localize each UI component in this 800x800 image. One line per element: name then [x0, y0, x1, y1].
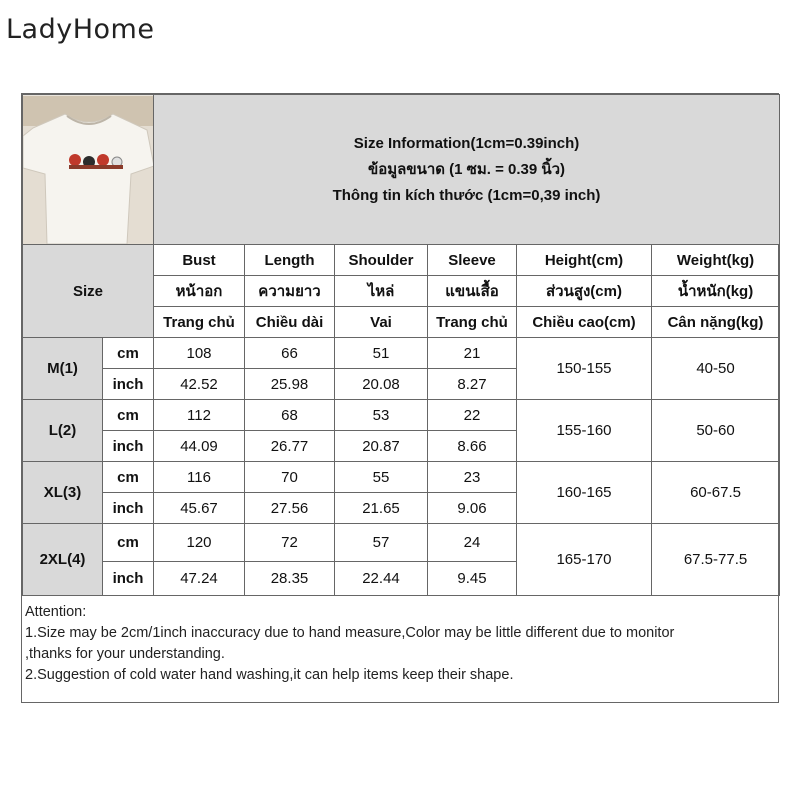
cell: 44.09 [154, 431, 245, 462]
column-header-row-en [23, 245, 780, 276]
size-name: L(2) [23, 400, 103, 462]
cell: 45.67 [154, 493, 245, 524]
table-row [23, 462, 780, 493]
cell: 68 [245, 400, 335, 431]
size-table [22, 94, 780, 596]
col-length-vi: Chiều dài [245, 307, 335, 338]
table-row [23, 338, 780, 369]
cell: 112 [154, 400, 245, 431]
weight-range: 40-50 [652, 338, 780, 400]
col-bust-th: หน้าอก [154, 276, 245, 307]
cell: 9.45 [428, 562, 517, 596]
size-name: 2XL(4) [23, 524, 103, 596]
cell: 23 [428, 462, 517, 493]
size-chart-sheet [21, 93, 779, 703]
tshirt-icon [23, 96, 154, 244]
cell: 108 [154, 338, 245, 369]
col-weight-th: น้ำหนัก(kg) [652, 276, 780, 307]
cell: 66 [245, 338, 335, 369]
weight-range: 50-60 [652, 400, 780, 462]
unit-label: cm [103, 400, 154, 431]
cell: 8.66 [428, 431, 517, 462]
info-row [23, 95, 780, 245]
cell: 27.56 [245, 493, 335, 524]
product-photo [23, 95, 154, 245]
cell: 42.52 [154, 369, 245, 400]
size-name: XL(3) [23, 462, 103, 524]
height-range: 165-170 [517, 524, 652, 596]
size-name: M(1) [23, 338, 103, 400]
brand-logo-text: LadyHome [6, 14, 155, 45]
cell: 20.87 [335, 431, 428, 462]
cell: 25.98 [245, 369, 335, 400]
unit-label: cm [103, 462, 154, 493]
col-weight-en: Weight(kg) [652, 245, 780, 276]
unit-label: inch [103, 562, 154, 596]
cell: 8.27 [428, 369, 517, 400]
col-height-vi: Chiều cao(cm) [517, 307, 652, 338]
unit-label: inch [103, 493, 154, 524]
cell: 24 [428, 524, 517, 562]
header-line-vi: Thông tin kích thước (1cm=0,39 inch) [332, 186, 601, 204]
cell: 22.44 [335, 562, 428, 596]
weight-range: 60-67.5 [652, 462, 780, 524]
cell: 22 [428, 400, 517, 431]
cell: 9.06 [428, 493, 517, 524]
cell: 120 [154, 524, 245, 562]
col-sleeve-th: แขนเสื้อ [428, 276, 517, 307]
unit-label: cm [103, 524, 154, 562]
col-weight-vi: Cân nặng(kg) [652, 307, 780, 338]
cell: 55 [335, 462, 428, 493]
col-shoulder-vi: Vai [335, 307, 428, 338]
height-range: 160-165 [517, 462, 652, 524]
note-line: ,thanks for your understanding. [25, 646, 225, 662]
cell: 28.35 [245, 562, 335, 596]
cell: 26.77 [245, 431, 335, 462]
note-line: 2.Suggestion of cold water hand washing,it can help items keep their shape. [25, 667, 514, 683]
size-label: Size [23, 245, 154, 338]
table-row [23, 524, 780, 562]
attention-notes [25, 602, 774, 686]
cell: 116 [154, 462, 245, 493]
col-shoulder-en: Shoulder [335, 245, 428, 276]
col-shoulder-th: ไหล่ [335, 276, 428, 307]
cell: 51 [335, 338, 428, 369]
height-range: 155-160 [517, 400, 652, 462]
col-height-th: ส่วนสูง(cm) [517, 276, 652, 307]
cell: 20.08 [335, 369, 428, 400]
header-line-th: ข้อมูลขนาด (1 ซม. = 0.39 นิ้ว) [367, 160, 566, 178]
notes-title: Attention: [25, 604, 87, 620]
unit-label: cm [103, 338, 154, 369]
weight-range: 67.5-77.5 [652, 524, 780, 596]
col-length-th: ความยาว [245, 276, 335, 307]
cell: 72 [245, 524, 335, 562]
col-sleeve-vi: Trang chủ [428, 307, 517, 338]
cell: 70 [245, 462, 335, 493]
cell: 21.65 [335, 493, 428, 524]
unit-label: inch [103, 431, 154, 462]
size-information-header [154, 95, 780, 245]
cell: 53 [335, 400, 428, 431]
col-bust-en: Bust [154, 245, 245, 276]
col-sleeve-en: Sleeve [428, 245, 517, 276]
note-line: 1.Size may be 2cm/1inch inaccuracy due to hand measure,Color may be little different due to monitor [25, 625, 675, 641]
cell: 21 [428, 338, 517, 369]
col-bust-vi: Trang chủ [154, 307, 245, 338]
table-row [23, 400, 780, 431]
col-length-en: Length [245, 245, 335, 276]
col-height-en: Height(cm) [517, 245, 652, 276]
unit-label: inch [103, 369, 154, 400]
cell: 47.24 [154, 562, 245, 596]
cell: 57 [335, 524, 428, 562]
height-range: 150-155 [517, 338, 652, 400]
header-line-en: Size Information(1cm=0.39inch) [353, 134, 580, 152]
